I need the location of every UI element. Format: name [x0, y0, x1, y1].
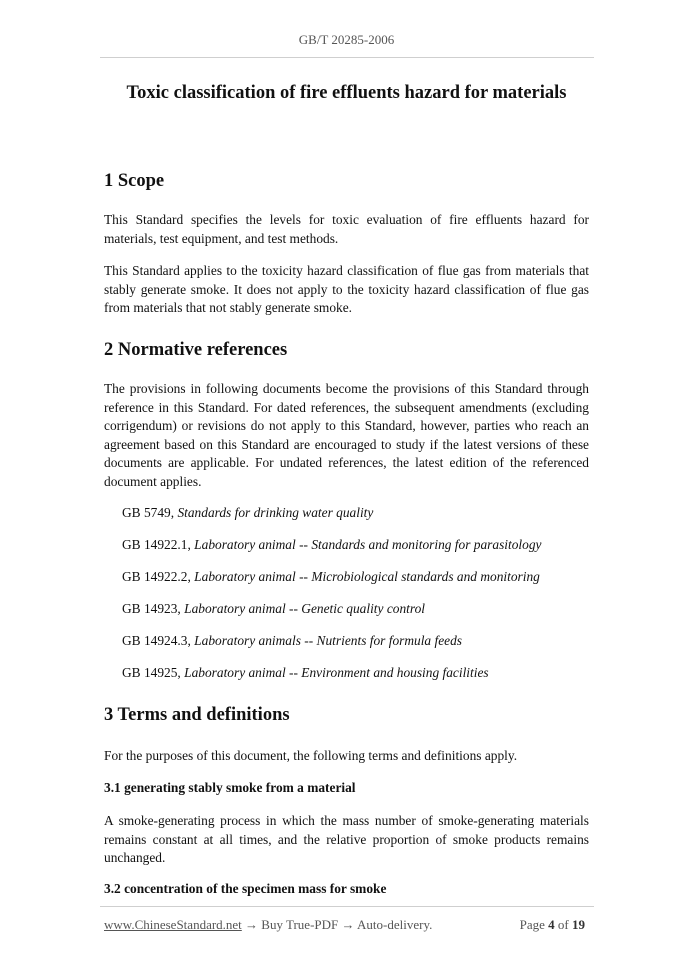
footer-divider	[100, 906, 594, 907]
running-header: GB/T 20285-2006	[298, 32, 395, 47]
term-definition-3-1: A smoke-generating process in which the mass number of smoke-generating materials remains constant at all times, and the relative proportion of smoke products remains unchanged.	[104, 813, 589, 866]
reference-code: GB 5749,	[122, 505, 178, 520]
reference-title: Laboratory animal -- Genetic quality control	[184, 601, 425, 616]
document-title: Toxic classification of fire effluents hazard for materials	[126, 83, 567, 103]
scope-paragraph-2: This Standard applies to the toxicity hazard classification of flue gas from materials that stably generate smoke. It does not apply to the toxicity hazard classification of flue gas from materials that not stably generate smoke.	[104, 263, 589, 316]
header-divider	[100, 57, 594, 58]
term-heading-3-2: 3.2 concentration of the specimen mass for smoke	[104, 881, 387, 896]
arrow-icon: →	[241, 917, 262, 932]
reference-item	[122, 537, 541, 553]
arrow-icon: →	[338, 917, 358, 932]
reference-title: Laboratory animal -- Microbiological standards and monitoring	[194, 569, 540, 584]
term-heading-3-1: 3.1 generating stably smoke from a material	[104, 780, 356, 795]
page-number: 4	[548, 917, 555, 932]
of-label: of	[554, 917, 572, 932]
page-total: 19	[572, 917, 585, 932]
page-label: Page	[519, 917, 549, 932]
page-indicator	[520, 917, 585, 933]
reference-item	[122, 569, 540, 585]
reference-item	[122, 505, 373, 521]
reference-title: Standards for drinking water quality	[177, 505, 374, 520]
section-heading-normative-references: 2 Normative references	[104, 340, 288, 360]
reference-code: GB 14925,	[122, 665, 185, 680]
reference-item	[122, 665, 489, 681]
reference-title: Laboratory animal -- Environment and housing facilities	[184, 665, 489, 680]
section-heading-terms-definitions: 3 Terms and definitions	[104, 705, 290, 725]
reference-item	[122, 633, 462, 649]
reference-code: GB 14922.2,	[122, 569, 195, 584]
reference-code: GB 14923,	[122, 601, 185, 616]
reference-code: GB 14922.1,	[122, 537, 195, 552]
terms-intro-paragraph: For the purposes of this document, the following terms and definitions apply.	[104, 748, 518, 763]
footer-links	[104, 917, 432, 933]
reference-code: GB 14924.3,	[122, 633, 195, 648]
auto-delivery-text: Auto-delivery.	[357, 917, 433, 932]
site-link[interactable]: www.ChineseStandard.net	[104, 917, 242, 932]
section-heading-scope: 1 Scope	[104, 171, 165, 191]
reference-title: Laboratory animals -- Nutrients for formula feeds	[194, 633, 462, 648]
buy-pdf-link[interactable]: Buy True-PDF	[261, 917, 339, 932]
reference-title: Laboratory animal -- Standards and monitoring for parasitology	[194, 537, 542, 552]
reference-item	[122, 601, 425, 617]
scope-paragraph-1: This Standard specifies the levels for toxic evaluation of fire effluents hazard for materials, test equipment, and test methods.	[104, 212, 589, 246]
normative-paragraph: The provisions in following documents become the provisions of this Standard through reference in this Standard. For dated references, the subsequent amendments (excluding corrigendum) or revisions do not apply to this Standard, however, parties who reach an agreement based on this Standard are encouraged to study if the latest versions of these documents are applicable. For undated references, the latest edition of the referenced document applies.	[104, 381, 589, 489]
